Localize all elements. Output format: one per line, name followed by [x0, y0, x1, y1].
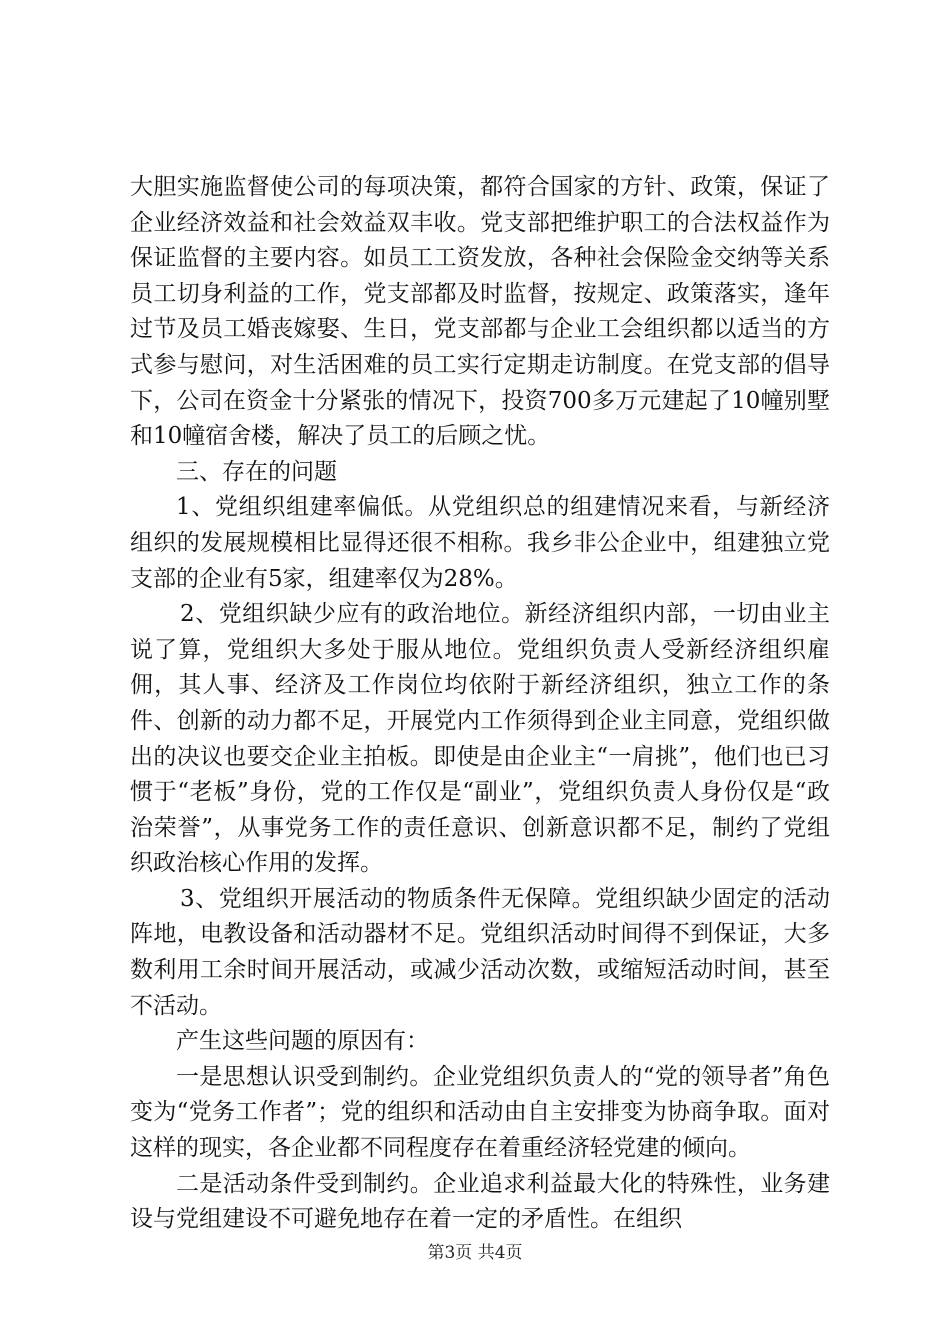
- section-heading-problems: 三、存在的问题: [176, 458, 337, 485]
- page-footer: 第3页 共4页: [427, 1243, 523, 1263]
- paragraph-cause-2: 二是活动条件受到制约。企业追求利益最大化的特殊性，业务建设与党组建设不可避免地存在着一定的矛盾性。在组织: [130, 1170, 830, 1233]
- document-body: [130, 170, 830, 1238]
- paragraph-cause-1: 一是思想认识受到制约。企业党组织负责人的“党的领导者”角色变为“党务工作者”；党的组织和活动由自主安排变为协商争取。面对这样的现实，各企业都不同程度存在着重经济轻党建的倾向。: [130, 1063, 830, 1162]
- paragraph-problem-2: 2、党组织缺少应有的政治地位。新经济组织内部，一切由业主说了算，党组织大多处于服从地位。党组织负责人受新经济组织雇佣，其人事、经济及工作岗位均依附于新经济组织，独立工作的条件、创新的动力都不足，开展党内工作须得到企业主同意，党组织做出的决议也要交企业主拍板。即使是由企业主“一肩挑”，他们也已习惯于“老板”身份，党的工作仅是“副业”，党组织负责人身份仅是“政治荣誉”，从事党务工作的责任意识、创新意识都不足，制约了党组织政治核心作用的发挥。: [130, 601, 830, 877]
- paragraph-problem-1: 1、党组织组建率偏低。从党组织总的组建情况来看，与新经济组织的发展规模相比显得还很不相称。我乡非公企业中，组建独立党支部的企业有5家，组建率仅为28%。: [130, 494, 830, 592]
- paragraph-causes-intro: 产生这些问题的原因有：: [176, 1028, 429, 1055]
- paragraph-supervision: 大胆实施监督使公司的每项决策，都符合国家的方针、政策，保证了企业经济效益和社会效益双丰收。党支部把维护职工的合法权益作为保证监督的主要内容。如员工工资发放，各种社会保险金交纳等关系员工切身利益的工作，党支部都及时监督，按规定、政策落实，逢年过节及员工婚丧嫁娶、生日，党支部都与企业工会组织都以适当的方式参与慰问，对生活困难的员工实行定期走访制度。在党支部的倡导下，公司在资金十分紧张的情况下，投资700多万元建起了10幢别墅和10幢宿舍楼，解决了员工的后顾之忧。: [130, 174, 830, 450]
- paragraph-problem-3: 3、党组织开展活动的物质条件无保障。党组织缺少固定的活动阵地，电教设备和活动器材不足。党组织活动时间得不到保证，大多数利用工余时间开展活动，或减少活动次数，或缩短活动时间，甚至不活动。: [130, 885, 830, 1019]
